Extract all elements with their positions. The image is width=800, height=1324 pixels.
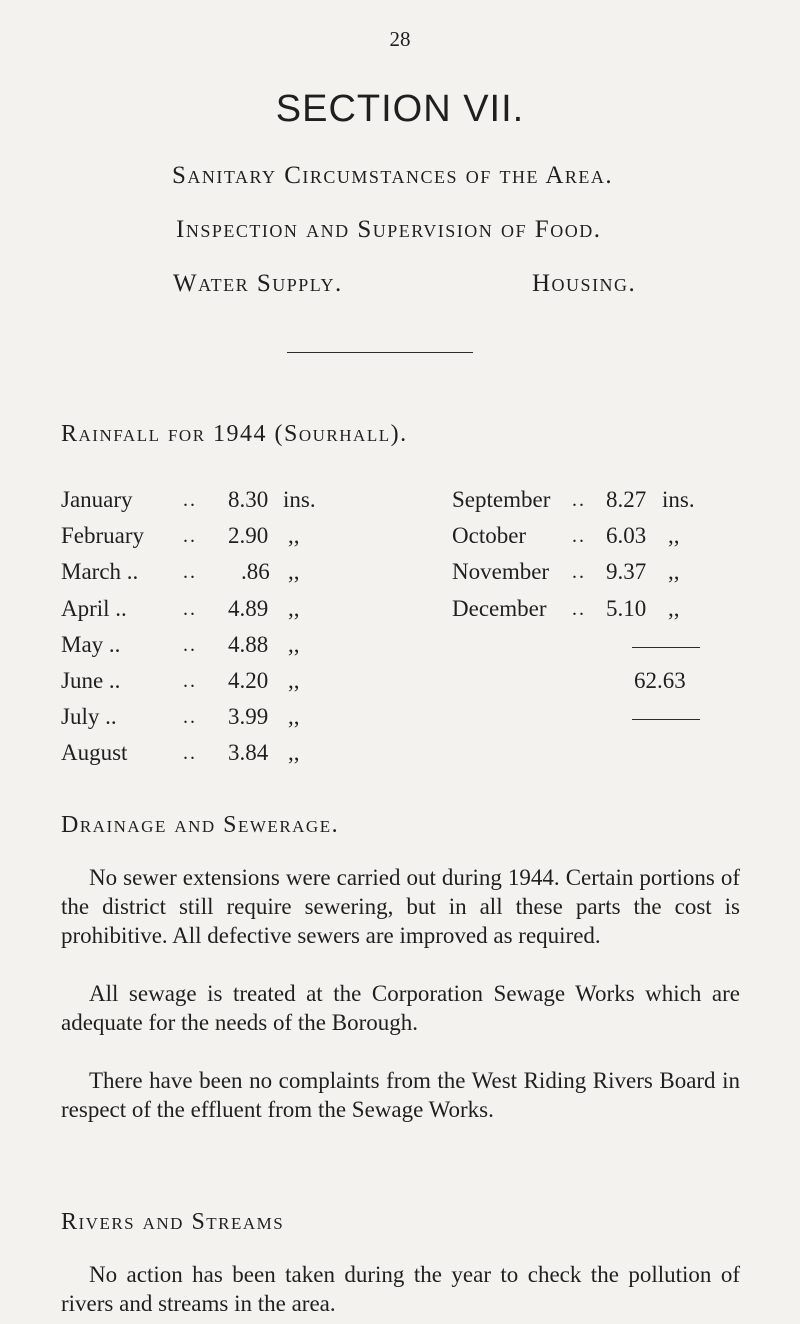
rainfall-value: 8.27 [606,487,647,512]
leader-dots: .. [183,634,197,656]
leader-dots: .. [572,525,586,547]
rainfall-value: 3.84 [228,740,269,765]
divider-rule [287,352,473,353]
rainfall-unit: ,, [288,632,300,657]
rainfall-unit: ,, [288,559,300,584]
rainfall-value: 2.90 [228,523,269,548]
month-label: October [452,523,527,548]
rivers-paragraph [61,1260,740,1318]
rainfall-value: 5.10 [606,596,647,621]
rainfall-unit: ins. [283,487,316,512]
leader-dots: .. [183,598,197,620]
page-number: 28 [389,27,411,51]
paragraph-text: All sewage is treated at the Corporation Sewage Works which are adequate for the needs of the Borough. [61,981,740,1035]
month-label: April .. [61,596,127,621]
rainfall-value: 6.03 [606,523,647,548]
drainage-paragraph [61,1066,740,1124]
paragraph-text: No action has been taken during the year to check the pollution of rivers and streams in the area. [61,1262,740,1316]
rainfall-unit: ins. [662,487,695,512]
rainfall-unit: ,, [288,740,300,765]
rainfall-value: 4.88 [228,632,269,657]
month-label: August [61,740,128,765]
rainfall-heading: Rainfall for 1944 (Sourhall). [61,421,408,447]
rainfall-unit: ,, [668,523,680,548]
drainage-heading: Drainage and Sewerage. [61,812,340,838]
month-label: September [452,487,551,512]
month-label: November [452,559,550,584]
rainfall-unit: ,, [288,523,300,548]
rainfall-value: 4.89 [228,596,269,621]
leader-dots: .. [183,670,197,692]
rainfall-unit: ,, [288,668,300,693]
rivers-heading: Rivers and Streams [61,1209,285,1235]
rainfall-unit: ,, [288,704,300,729]
paragraph-text: No sewer extensions were carried out during 1944. Certain portions of the district still require sewering, but in all these parts the cost is prohibitive. All defective sewers are improved as required. [61,865,740,948]
rainfall-value: 8.30 [228,487,269,512]
rainfall-unit: ,, [288,596,300,621]
month-label: January [61,487,133,512]
leader-dots: .. [183,489,197,511]
rainfall-unit: ,, [668,596,680,621]
month-label: December [452,596,547,621]
rainfall-value: .86 [241,559,270,584]
rainfall-value: 9.37 [606,559,647,584]
subheading-housing: Housing. [532,270,637,297]
rainfall-value: 3.99 [228,704,269,729]
month-label: June .. [61,668,121,693]
subheading-sanitary: Sanitary Circumstances of the Area. [172,162,614,189]
drainage-paragraph [61,863,740,950]
rainfall-value: 4.20 [228,668,269,693]
month-label: February [61,523,145,548]
leader-dots: .. [572,598,586,620]
drainage-paragraph [61,979,740,1037]
subheading-water-supply: Water Supply. [173,270,343,297]
leader-dots: .. [183,525,197,547]
subheading-inspection: Inspection and Supervision of Food. [176,216,602,243]
section-title: SECTION VII. [275,88,525,130]
leader-dots: .. [183,706,197,728]
month-label: March .. [61,559,139,584]
month-label: July .. [61,704,117,729]
total-rule-bottom [632,719,700,720]
total-rule-top [632,647,700,648]
leader-dots: .. [183,742,197,764]
month-label: May .. [61,632,121,657]
rainfall-total: 62.63 [634,668,686,693]
paragraph-text: There have been no complaints from the West Riding Rivers Board in respect of the effluent from the Sewage Works. [61,1068,740,1122]
leader-dots: .. [572,489,586,511]
rainfall-unit: ,, [668,559,680,584]
leader-dots: .. [183,561,197,583]
leader-dots: .. [572,561,586,583]
